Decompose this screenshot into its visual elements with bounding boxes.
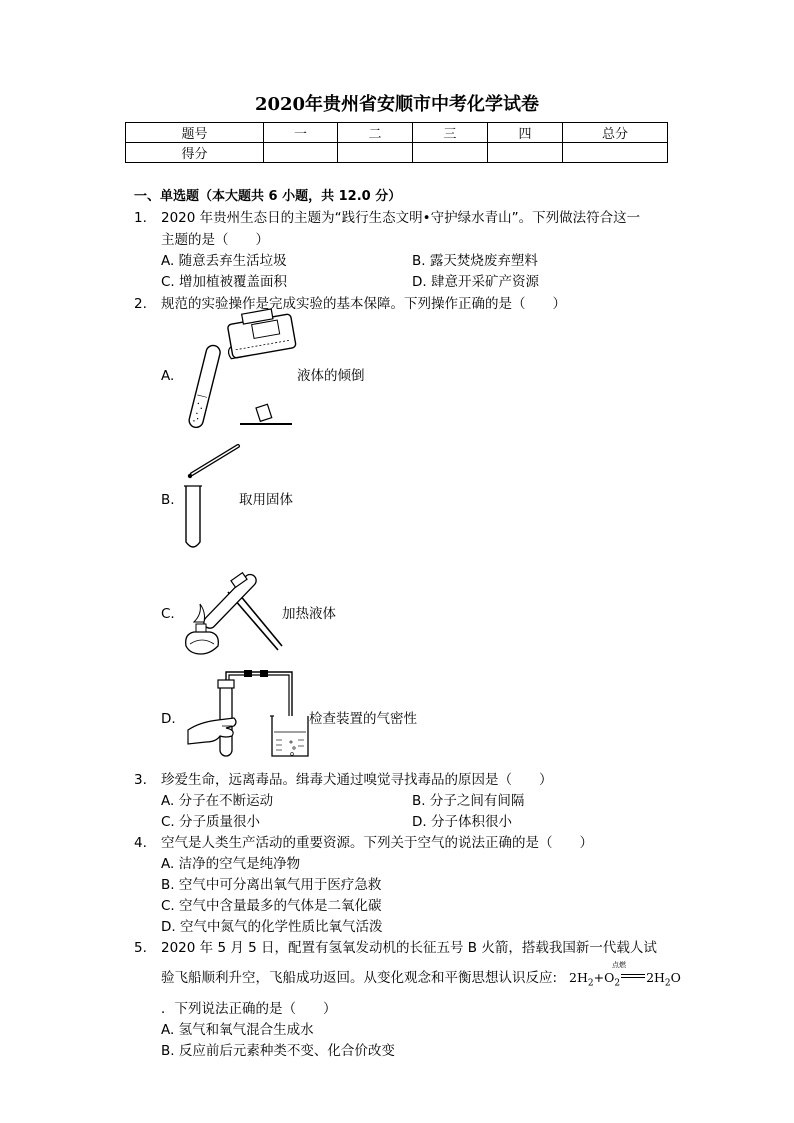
airtightness-check-illustration [180,670,315,762]
score-header-cell: 三 [413,123,488,143]
reaction-condition: 点燃 [612,961,626,969]
score-table-score-row [126,143,668,163]
question-3-stem: 珍爱生命，远离毒品。缉毒犬通过嗅觉寻找毒品的原因是（ ） [161,772,553,788]
question-1-stem-line2: 主题的是（ ） [161,232,269,248]
question-4-option-a: A. 洁净的空气是纯净物 [161,856,301,872]
page-title: 2020年贵州省安顺市中考化学试卷 [254,94,540,115]
question-1-option-d: D. 肆意开采矿产资源 [412,274,539,290]
score-cell [488,143,563,163]
question-2-option-a-caption: 液体的倾倒 [297,368,365,384]
question-number: 2. [134,296,147,312]
question-1-option-a: A. 随意丢弃生活垃圾 [161,253,287,269]
question-2-option-c-letter: C. [161,606,175,622]
question-1-stem-line1: 2020 年贵州生态日的主题为“践行生态文明•守护绿水青山”。下列做法符合这一 [161,210,641,226]
question-3-option-c: C. 分子质量很小 [161,814,261,830]
question-5-stem-line3: ．下列说法正确的是（ ） [161,1001,337,1017]
question-2-option-b-letter: B. [161,492,175,508]
score-header-cell: 二 [338,123,413,143]
liquid-heating-illustration [180,566,285,662]
liquid-pouring-illustration [180,316,300,434]
question-5-stem-line1: 2020 年 5 月 5 日，配置有氢氧发动机的长征五号 B 火箭，搭载我国新一代载人试 [161,940,657,956]
question-2-option-a-letter: A. [161,368,175,384]
question-number: 4. [134,835,147,851]
question-3-option-b: B. 分子之间有间隔 [412,793,525,809]
question-3-option-a: A. 分子在不断运动 [161,793,274,809]
question-1-option-c: C. 增加植被覆盖面积 [161,274,288,290]
question-number: 1. [134,210,147,226]
score-header-cell: 四 [488,123,563,143]
question-2-option-b-caption: 取用固体 [239,492,293,508]
question-4-option-d: D. 空气中氮气的化学性质比氧气活泼 [161,919,383,935]
score-row-label: 得分 [126,143,264,163]
score-cell [264,143,338,163]
question-3-option-d: D. 分子体积很小 [412,814,512,830]
question-5-stem-line2: 验飞船顺利升空，飞船成功返回。从变化观念和平衡思想认识反应: [161,970,558,986]
question-5-option-a: A. 氢气和氧气混合生成水 [161,1022,314,1038]
question-number: 5. [134,940,147,956]
question-1-option-b: B. 露天焚烧废弃塑料 [412,253,538,269]
score-cell [413,143,488,163]
question-number: 3. [134,772,147,788]
solid-taking-illustration [180,442,245,554]
question-5-option-b: B. 反应前后元素种类不变、化合价改变 [161,1043,395,1059]
question-2-option-c-caption: 加热液体 [282,606,336,622]
question-4-option-c: C. 空气中含量最多的气体是二氧化碳 [161,898,382,914]
score-table-header-row [126,123,668,143]
score-header-cell: 一 [264,123,338,143]
score-header-cell: 题号 [126,123,264,143]
score-cell [338,143,413,163]
question-2-stem: 规范的实验操作是完成实验的基本保障。下列操作正确的是（ ） [161,296,566,312]
question-2-option-d-caption: 检查装置的气密性 [309,711,417,727]
question-2-option-d-letter: D. [161,711,176,727]
section-heading: 一、单选题（本大题共 6 小题，共 12.0 分） [134,189,402,204]
question-4-stem: 空气是人类生产活动的重要资源。下列关于空气的说法正确的是（ ） [161,835,593,851]
question-4-option-b: B. 空气中可分离出氧气用于医疗急救 [161,877,382,893]
score-cell [563,143,668,163]
chemical-equation: $2H_2+O_2$ $2H_2O$ [569,970,681,989]
score-header-cell: 总分 [563,123,668,143]
score-table [125,122,668,163]
